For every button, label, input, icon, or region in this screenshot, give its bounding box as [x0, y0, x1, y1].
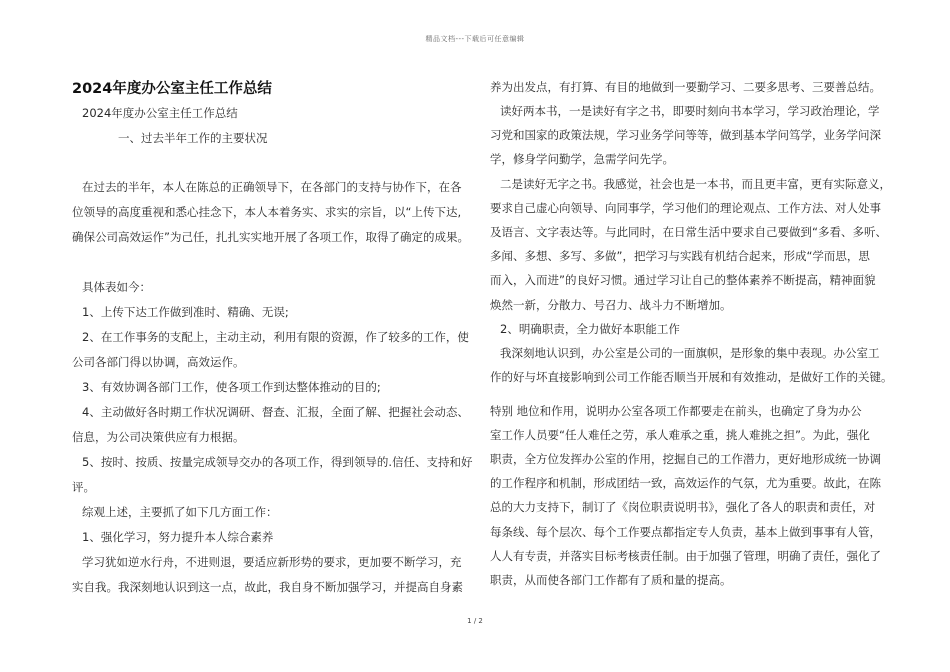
paragraph-line: 多闻、多想、多写、多做”，把学习与实践有机结合起来，形成“学而思，思: [490, 249, 870, 263]
paragraph-line: 位领导的高度重视和悉心挂念下，本人本着务实、求实的宗旨，以“上传下达,: [72, 205, 462, 219]
paragraph-line: 读好两本书，一是读好有字之书，即要时刻向书本学习，学习政治理论，学: [500, 104, 880, 118]
paragraph-line: 学习犹如逆水行舟，不进则退，要适应新形势的要求，更加要不断学习，充: [82, 555, 462, 569]
paragraph-line: 综观上述，主要抓了如下几方面工作：: [82, 505, 278, 519]
paragraph-line: 评。: [72, 480, 95, 494]
paragraph-line: 养为出发点，有打算、有目的地做到一要勤学习、二要多思考、三要善总结。: [490, 80, 881, 94]
paragraph-line: 而入，入而进”的良好习惯。通过学习让自己的整体素养不断提高，精神面貌: [490, 273, 876, 287]
paragraph-line: 习党和国家的政策法规，学习业务学问等等，做到基本学问笃学，业务学问深: [490, 128, 881, 142]
paragraph-line: 具体表如今：: [82, 280, 151, 294]
subheading: 1、强化学习，努力提升本人综合素养: [82, 530, 274, 544]
paragraph-line: 焕然一新，分散力、号召力、战斗力不断增加。: [490, 298, 732, 312]
page-header: 精品文档---下载后可任意编辑: [425, 35, 525, 43]
section-heading: 一、过去半年工作的主要状况: [118, 131, 268, 145]
paragraph-line: 要求自己虚心向领导、向同事学，学习他们的理论观点、工作方法、对人处事: [490, 201, 881, 215]
list-item: 4、主动做好各时期工作状况调研、督查、汇报，全面了解、把握社会动态、: [82, 405, 469, 419]
paragraph-line: 学，修身学问勤学，急需学问先学。: [490, 152, 674, 166]
paragraph-line: 的工作程序和机制，形成团结一致，高效运作的气氛，尤为重要。故此，在陈: [490, 476, 881, 490]
paragraph-line: 确保公司高效运作”为己任，扎扎实实地开展了各项工作，取得了确定的成果。: [72, 230, 469, 244]
paragraph-line: 室工作人员要“任人难任之劳，承人难承之重，挑人难挑之担”。为此，强化: [490, 428, 870, 442]
paragraph-line: 特别 地位和作用，说明办公室各项工作都要走在前头，也确定了身为办公: [490, 404, 862, 418]
paragraph-line: 职责，从而使各部门工作都有了质和量的提高。: [490, 573, 732, 587]
paragraph-line: 人人有专责，并落实目标考核责任制。由于加强了管理，明确了责任，强化了: [490, 549, 881, 563]
paragraph-line: 信息，为公司决策供应有力根据。: [72, 430, 245, 444]
list-item: 2、在工作事务的支配上，主动主动，利用有限的资源，作了较多的工作，使: [82, 330, 469, 344]
subheading: 2、明确职责，全力做好本职能工作: [500, 322, 680, 336]
paragraph-line: 每条线、每个层次、每个工作要点都指定专人负责，基本上做到事事有人管，: [490, 525, 881, 539]
paragraph-line: 二是读好无字之书。我感觉，社会也是一本书，而且更丰富，更有实际意义，: [500, 177, 891, 191]
paragraph-line: 职责，全方位发挥办公室的作用，挖掘自己的工作潜力，更好地形成统一协调: [490, 452, 881, 466]
list-item: 3、有效协调各部门工作，使各项工作到达整体推动的目的;: [82, 380, 381, 394]
subtitle-line: 2024年度办公室主任工作总结: [82, 106, 238, 120]
list-item: 1、上传下达工作做到准时、精确、无误;: [82, 305, 289, 319]
paragraph-line: 公司各部门得以协调，高效运作。: [72, 355, 245, 369]
paragraph-line: 作的好与坏直接影响到公司工作能否顺当开展和有效推动，是做好工作的关键。: [490, 370, 893, 384]
list-item: 5、按时、按质、按量完成领导交办的各项工作，得到领导的.信任、支持和好: [82, 455, 473, 469]
paragraph-line: 实自我。我深刻地认识到这一点，故此，我自身不断加强学习，并提高自身素: [72, 580, 463, 594]
document-title: 2024年度办公室主任工作总结: [72, 81, 272, 97]
paragraph-line: 在过去的半年，本人在陈总的正确领导下，在各部门的支持与协作下，在各: [82, 180, 462, 194]
paragraph-line: 我深刻地认识到，办公室是公司的一面旗帜，是形象的集中表现。办公室工: [500, 346, 880, 360]
page-number: 1 / 2: [467, 617, 483, 625]
paragraph-line: 总的大力支持下，制订了《岗位职责说明书》，强化了各人的职责和责任，对: [490, 500, 876, 514]
paragraph-line: 及语言、文字表达等。与此同时，在日常生活中要求自己要做到“多看、多听、: [490, 225, 887, 239]
